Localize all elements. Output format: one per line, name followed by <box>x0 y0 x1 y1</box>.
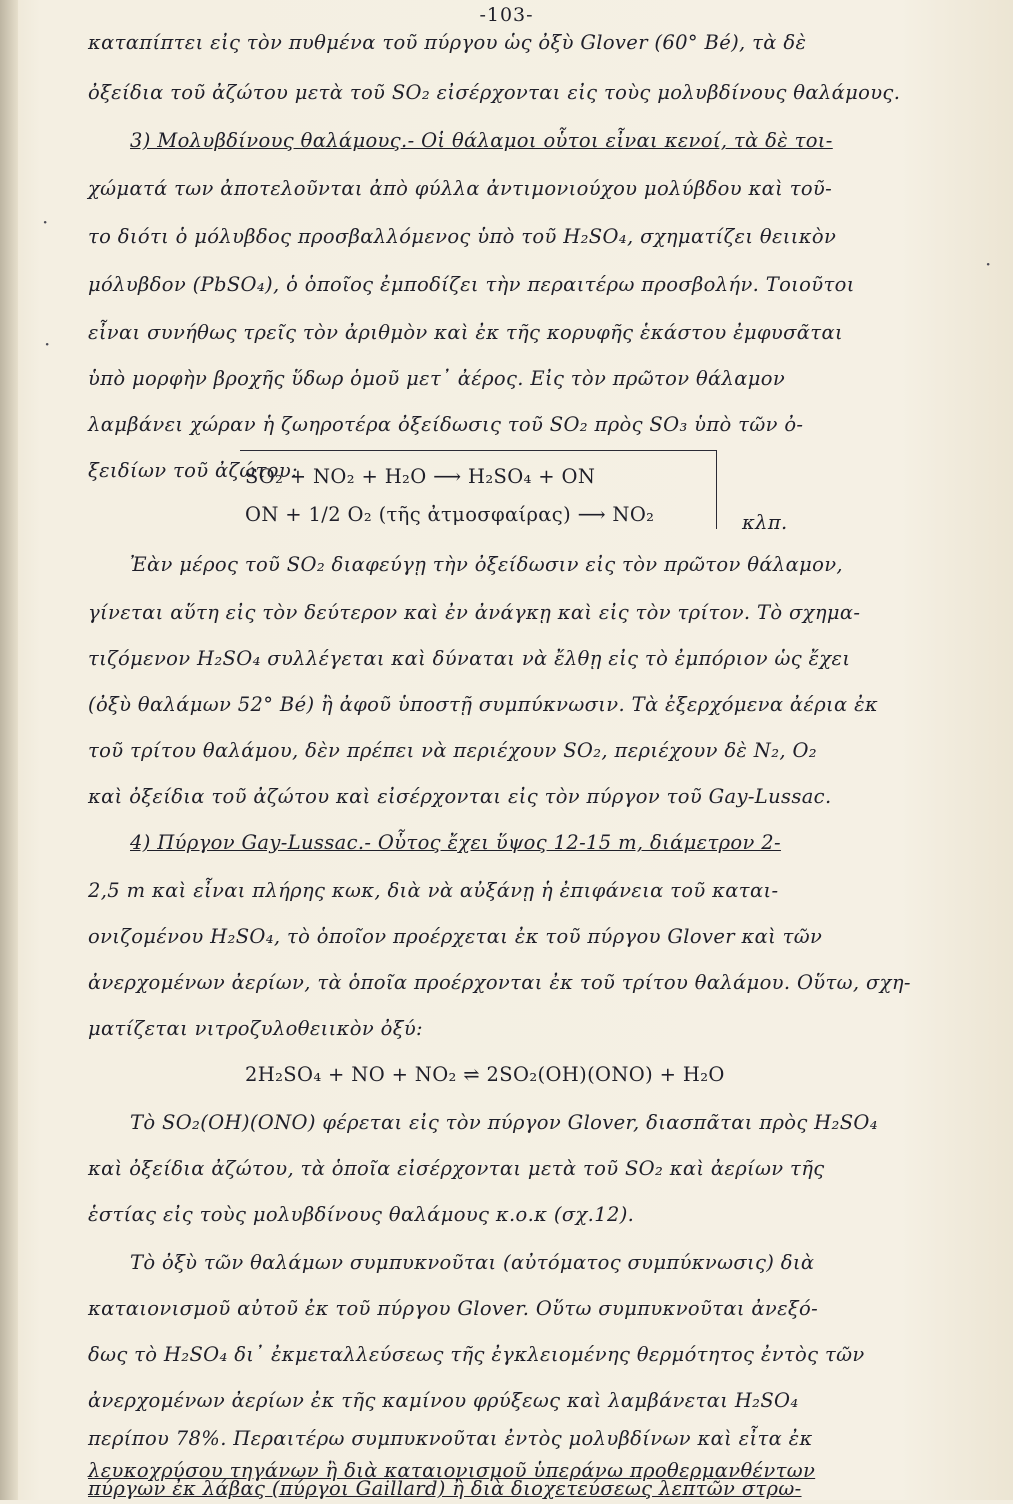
text-line: λευκοχρύσου τηγάνων ἢ διὰ καταιονισμοῦ ὑπεράνω προθερμανθέντων <box>88 1459 816 1482</box>
text-line: Ἐὰν μέρος τοῦ SO₂ διαφεύγῃ τὴν ὀξείδωσιν εἰς τὸν πρῶτον θάλαμον, <box>130 553 843 576</box>
text-line: ονιζομένου H₂SO₄, τὸ ὁποῖον προέρχεται ἐκ τοῦ πύργου Glover καὶ τῶν <box>88 925 823 948</box>
text-line: εἶναι συνήθως τρεῖς τὸν ἀριθμὸν καὶ ἐκ τῆς κορυφῆς ἑκάστου ἐμφυσᾶται <box>88 321 843 344</box>
text-line: περίπου 78%. Περαιτέρω συμπυκνοῦται ἐντὸς μολυβδίνων καὶ εἶτα ἐκ <box>88 1427 813 1450</box>
text-line: (ὀξὺ θαλάμων 52° Bé) ἢ ἀφοῦ ὑποστῇ συμπύκνωσιν. Τὰ ἐξερχόμενα ἀέρια ἐκ <box>88 693 879 716</box>
section-heading-4: 4) Πύργον Gay-Lussac.- Οὗτος ἔχει ὕψος 12-15 m, διάμετρον 2- <box>130 831 781 854</box>
text-line: καταιονισμοῦ αὐτοῦ ἐκ τοῦ πύργου Glover. Οὕτω συμπυκνοῦται ἀνεξό- <box>88 1297 819 1320</box>
text-line: λαμβάνει χώραν ἡ ζωηροτέρα ὀξείδωσις τοῦ SO₂ πρὸς SO₃ ὑπὸ τῶν ὀ- <box>88 413 804 436</box>
etc-label: κλπ. <box>742 511 788 534</box>
text-line: τοῦ τρίτου θαλάμου, δὲν πρέπει νὰ περιέχουν SO₂, περιέχουν δὲ N₂, O₂ <box>88 739 817 762</box>
text-line: τιζόμενον H₂SO₄ συλλέγεται καὶ δύναται νὰ ἔλθῃ εἰς τὸ ἐμπόριον ὡς ἔχει <box>88 647 851 670</box>
text-line: ματίζεται νιτροζυλοθειικὸν ὀξύ: <box>88 1017 423 1040</box>
text-line: το διότι ὁ μόλυβδος προσβαλλόμενος ὑπὸ τοῦ H₂SO₄, σχηματίζει θειικὸν <box>88 225 837 248</box>
text-line: δως τὸ H₂SO₄ δι᾽ ἐκμεταλλεύσεως τῆς ἐγκλειομένης θερμότητος ἐντὸς τῶν <box>88 1343 865 1366</box>
text-line: ἑστίας εἰς τοὺς μολυβδίνους θαλάμους κ.ο.κ (σχ.12). <box>88 1203 635 1226</box>
text-line: μόλυβδον (PbSO₄), ὁ ὁποῖος ἐμποδίζει τὴν περαιτέρω προσβολήν. Τοιοῦτοι <box>88 273 855 296</box>
margin-mark-icon: · <box>985 252 992 276</box>
text-line: χώματά των ἀποτελοῦνται ἀπὸ φύλλα ἀντιμονιούχου μολύβδου καὶ τοῦ- <box>88 177 833 200</box>
equation-line-1: SO₂ + NO₂ + H₂O ⟶ H₂SO₄ + ON <box>245 465 596 488</box>
text-line: ξειδίων τοῦ ἀζώτου: <box>88 459 299 482</box>
text-line: πύργων ἐκ λάβας (πύργοι Gaillard) ἢ διὰ διοχετεύσεως λεπτῶν στρω- <box>88 1477 802 1500</box>
text-line: ὑπὸ μορφὴν βροχῆς ὕδωρ ὁμοῦ μετ᾽ ἀέρος. Εἰς τὸν πρῶτον θάλαμον <box>88 367 786 390</box>
text-line: καὶ ὀξείδια τοῦ ἀζώτου καὶ εἰσέρχονται εἰς τὸν πύργον τοῦ Gay-Lussac. <box>88 785 832 808</box>
text-line: γίνεται αὕτη εἰς τὸν δεύτερον καὶ ἐν ἀνάγκῃ καὶ εἰς τὸν τρίτον. Τὸ σχημα- <box>88 601 861 624</box>
margin-mark-icon: · <box>44 332 51 356</box>
text-line: καταπίπτει εἰς τὸν πυθμένα τοῦ πύργου ὡς ὀξὺ Glover (60° Bé), τὰ δὲ <box>88 31 807 54</box>
text-line: καὶ ὀξείδια ἀζώτου, τὰ ὁποῖα εἰσέρχονται μετὰ τοῦ SO₂ καὶ ἀερίων τῆς <box>88 1157 825 1180</box>
equation-line-3: 2H₂SO₄ + NO + NO₂ ⇌ 2SO₂(OH)(ONO) + H₂O <box>245 1063 725 1086</box>
text-line: ὀξείδια τοῦ ἀζώτου μετὰ τοῦ SO₂ εἰσέρχονται εἰς τοὺς μολυβδίνους θαλάμους. <box>88 81 901 104</box>
section-heading-3: 3) Μολυβδίνους θαλάμους.- Οἱ θάλαμοι οὗτοι εἶναι κενοί, τὰ δὲ τοι- <box>130 129 833 152</box>
margin-mark-icon: · <box>42 210 49 234</box>
page-number: -103- <box>479 4 534 26</box>
text-line: Τὸ SO₂(OH)(ONO) φέρεται εἰς τὸν πύργον Glover, διασπᾶται πρὸς H₂SO₄ <box>130 1111 878 1134</box>
page-binding-shadow <box>0 0 18 1500</box>
text-line: Τὸ ὀξὺ τῶν θαλάμων συμπυκνοῦται (αὐτόματος συμπύκνωσις) διὰ <box>130 1251 815 1274</box>
equation-line-2: ON + 1/2 O₂ (τῆς ἀτμοσφαίρας) ⟶ NO₂ <box>245 503 655 526</box>
text-line: ἀνερχομένων ἀερίων ἐκ τῆς καμίνου φρύξεως καὶ λαμβάνεται H₂SO₄ <box>88 1389 799 1412</box>
text-line: 2,5 m καὶ εἶναι πλήρης κωκ, διὰ νὰ αὐξάνῃ ἡ ἐπιφάνεια τοῦ καται- <box>88 879 779 902</box>
text-line: ἀνερχομένων ἀερίων, τὰ ὁποῖα προέρχονται ἐκ τοῦ τρίτου θαλάμου. Οὕτω, σχη- <box>88 971 911 994</box>
